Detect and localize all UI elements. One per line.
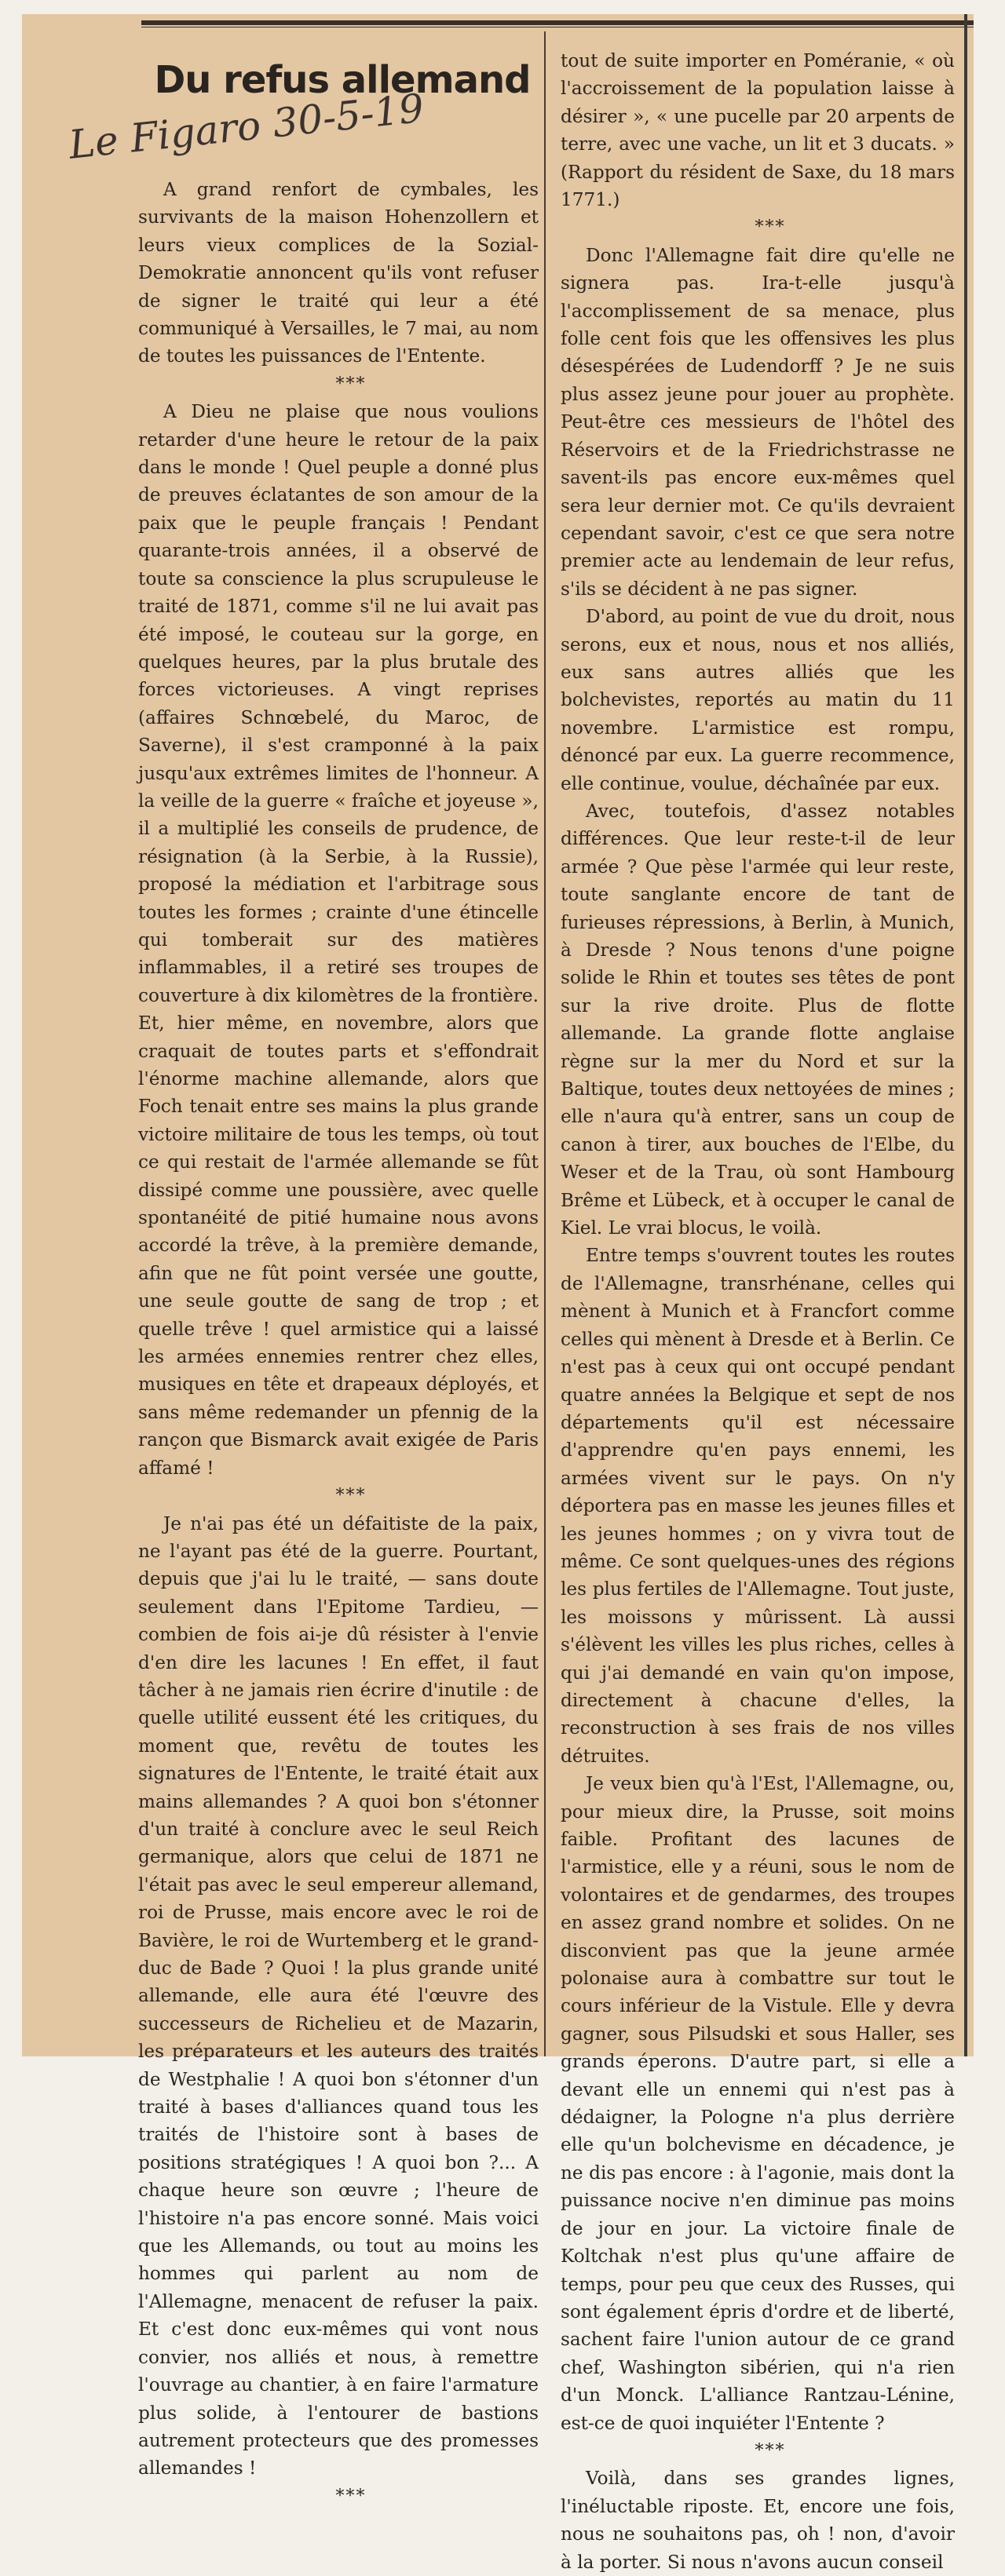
column-divider	[544, 31, 546, 2056]
clipping-edge	[964, 14, 967, 2056]
paragraph: Je n'ai pas été un défaitiste de la paix, ne l'ayant pas été de la guerre. Pourtant, depuis que j'ai lu le traité, — sans doute seulement dans l'Epitome Tardieu, — combien de fois ai-je dû résister à l'envie d'en dire les lacunes ! En effet, il faut tâcher à ne jamais rien écrire d'inutile : de quelle utilité eussent été les critiques, du moment que, revêtu de toutes les signatures de l'Entente, le traité était aux mains allemandes ? A quoi bon s'étonner d'un traité à conclure avec le seul Reich germanique, alors que celui de 1871 ne l'était pas avec le seul empereur allemand, roi de Prusse, mais encore avec le roi de Bavière, le roi de Wurtemberg et le grand-duc de Bade ? Quoi ! la plus grande unité allemande, elle aura été l'œuvre des successeurs de Richelieu et de Mazarin, les préparateurs et les auteurs des traités de Westphalie ! A quoi bon s'étonner d'un traité à bases d'alliances quand tous les traités de l'histoire sont à bases de positions stratégiques ! A quoi bon ?... A chaque heure son œuvre ; l'heure de l'histoire n'a pas encore sonné. Mais voici que les Allemands, ou tout au moins les hommes qui parlent au nom de l'Allemagne, menacent de refuser la paix. Et c'est donc eux-mêmes qui vont nous convier, nos alliés et nous, à remettre l'ouvrage au chantier, à en faire l'armature plus solide, à l'entourer de bastions autrement protecteurs que des promesses allemandes !	[138, 1512, 539, 2479]
section-separator: ***	[335, 374, 367, 394]
paragraph: Je veux bien qu'à l'Est, l'Allemagne, ou, pour mieux dire, la Prusse, soit moins faible. Profitant des lacunes de l'armistice, elle y a réuni, sous le nom de volontaires et de gendarmes, des troupes en assez grand nombre et solides. On ne disconvient pas que la jeune armée polonaise aura à combattre sur tout le cours inférieur de la Vistule. Elle y devra gagner, sous Pilsudski et sous Haller, ses grands éperons. D'autre part, si elle a devant elle un ennemi qui n'est pas à dédaigner, la Pologne n'a plus derrière elle qu'un bolchevisme en décadence, je ne dis pas encore : à l'agonie, mais dont la puissance nocive n'en diminue pas moins de jour en jour. La victoire finale de Koltchak n'est plus qu'une affaire de temps, pour peu que ceux des Russes, qui sont également épris d'ordre et de liberté, sachent faire l'union autour de ce grand chef, Washington sibérien, qui n'a rien d'un Monck. L'alliance Rantzau-Lénine, est-ce de quoi inquiéter l'Entente ?	[561, 1773, 955, 2434]
section-separator: ***	[335, 1486, 367, 1506]
article-headline: Du refus allemand	[154, 58, 531, 102]
section-separator: ***	[755, 2440, 786, 2461]
left-column	[138, 176, 539, 2510]
paragraph: Donc l'Allemagne fait dire qu'elle ne signera pas. Ira-t-elle jusqu'à l'accomplissement de sa menace, plus folle cent fois que les offensives les plus désespérées de Ludendorff ? Je ne suis plus assez jeune pour jouer au prophète. Peut-être ces messieurs de l'hôtel des Réservoirs et de la Friedrichstrasse ne savent-ils pas encore eux-mêmes quel sera leur dernier mot. Ce qu'ils devraient cependant savoir, c'est ce que sera notre premier acte au lendemain de leur refus, s'ils se décident à ne pas signer.	[561, 244, 955, 600]
quote-paragraph: tout de suite importer en Poméranie, « où l'accroissement de la population laisse à désirer », « une pucelle par 20 arpents de terre, avec une vache, un lit et 3 ducats. » (Rapport du résident de Saxe, du 18 mars 1771.)	[561, 50, 955, 211]
section-separator: ***	[335, 2486, 367, 2506]
paragraph: Voilà, dans ses grandes lignes, l'inéluctable riposte. Et, encore une fois, nous ne souhaitons pas, oh ! non, d'avoir à la porter. Si nous n'avons aucun conseil	[561, 2468, 955, 2573]
paragraph: Avec, toutefois, d'assez notables différences. Que leur reste-t-il de leur armée ? Que pèse l'armée qui leur reste, toute sanglante encore de tant de furieuses répressions, à Berlin, à Munich, à Dresde ? Nous tenons d'une poigne solide le Rhin et toutes ses têtes de pont sur la rive droite. Plus de flotte allemande. La grande flotte anglaise règne sur la mer du Nord et sur la Baltique, toutes deux nettoyées de mines ; elle n'aura qu'à entrer, sans un coup de canon à tirer, aux bouches de l'Elbe, du Weser et de la Trau, où sont Hambourg Brême et Lübeck, et à occuper le canal de Kiel. Le vrai blocus, le voilà.	[561, 800, 955, 1239]
newspaper-clipping	[22, 14, 974, 2573]
paragraph: Entre temps s'ouvrent toutes les routes de l'Allemagne, transrhénane, celles qui mènent à Munich et à Francfort comme celles qui mènent à Dresde et à Berlin. Ce n'est pas à ceux qui ont occupé pendant quatre années la Belgique et sept de nos départements qu'il est nécessaire d'apprendre qu'en pays ennemi, les armées vivent sur le pays. On n'y déportera pas en masse les jeunes filles et les jeunes hommes ; on y vivra tout de même. Ce sont quelques-unes des régions les plus fertiles de l'Allemagne. Tout juste, les moissons y mûrissent. Là aussi s'élèvent les villes les plus riches, celles à qui j'ai demandé en vain qu'on impose, directement à chacune d'elles, la reconstruction à ses frais de nos villes détruites.	[561, 1245, 955, 1767]
top-rule	[141, 20, 974, 25]
paragraph: A Dieu ne plaise que nous voulions retarder d'une heure le retour de la paix dans le monde ! Quel peuple a donné plus de preuves éclatantes de son amour de la paix que le peuple français ! Pendant quarante-trois années, il a observé de toute sa conscience la plus scrupuleuse le traité de 1871, comme s'il ne lui avait pas été imposé, le couteau sur la gorge, en quelques heures, par la plus brutale des forces victorieuses. A vingt reprises (affaires Schnœbelé, du Maroc, de Saverne), il s'est cramponné à la paix jusqu'aux extrêmes limites de l'honneur. A la veille de la guerre « fraîche et joyeuse », il a multiplié les conseils de prudence, de résignation (à la Serbie, à la Russie), proposé la médiation et l'arbitrage sous toutes les formes ; crainte d'une étincelle qui tomberait sur des matières inflammables, il a retiré ses troupes de couverture à dix kilomètres de la frontière. Et, hier même, en novembre, alors que craquait de toutes parts et s'effondrait l'énorme machine allemande, alors que Foch tenait entre ses mains la plus grande victoire militaire de tous les temps, où tout ce qui restait de l'armée allemande se fût dissipé comme une poussière, avec quelle spontanéité de pitié humaine nous avons accordé la trêve, à la première demande, afin que ne fût point versée une goutte, une seule goutte de sang de trop ; et quelle trêve ! quel armistice qui a laissé les armées ennemies rentrer chez elles, musiques en tête et drapeaux déployés, et sans même redemander un pfennig de la rançon que Bismarck avait exigée de Paris affamé !	[138, 401, 539, 1479]
right-column	[561, 47, 955, 2576]
section-separator: ***	[755, 217, 786, 238]
paragraph: D'abord, au point de vue du droit, nous serons, eux et nous, nous et nos alliés, eux sans autres alliés que les bolchevistes, reportés au matin du 11 novembre. L'armistice est rompu, dénoncé par eux. La guerre recommence, elle continue, voulue, déchaînée par eux.	[561, 606, 955, 794]
handwritten-annotation: Le Figaro 30-5-19	[66, 85, 426, 168]
intro-paragraph: A grand renfort de cymbales, les survivants de la maison Hohenzollern et leurs vieux complices de la Sozial-Demokratie annoncent qu'ils vont refuser de signer le traité qui leur a été communiqué à Versailles, le 7 mai, au nom de toutes les puissances de l'Entente.	[138, 179, 539, 367]
